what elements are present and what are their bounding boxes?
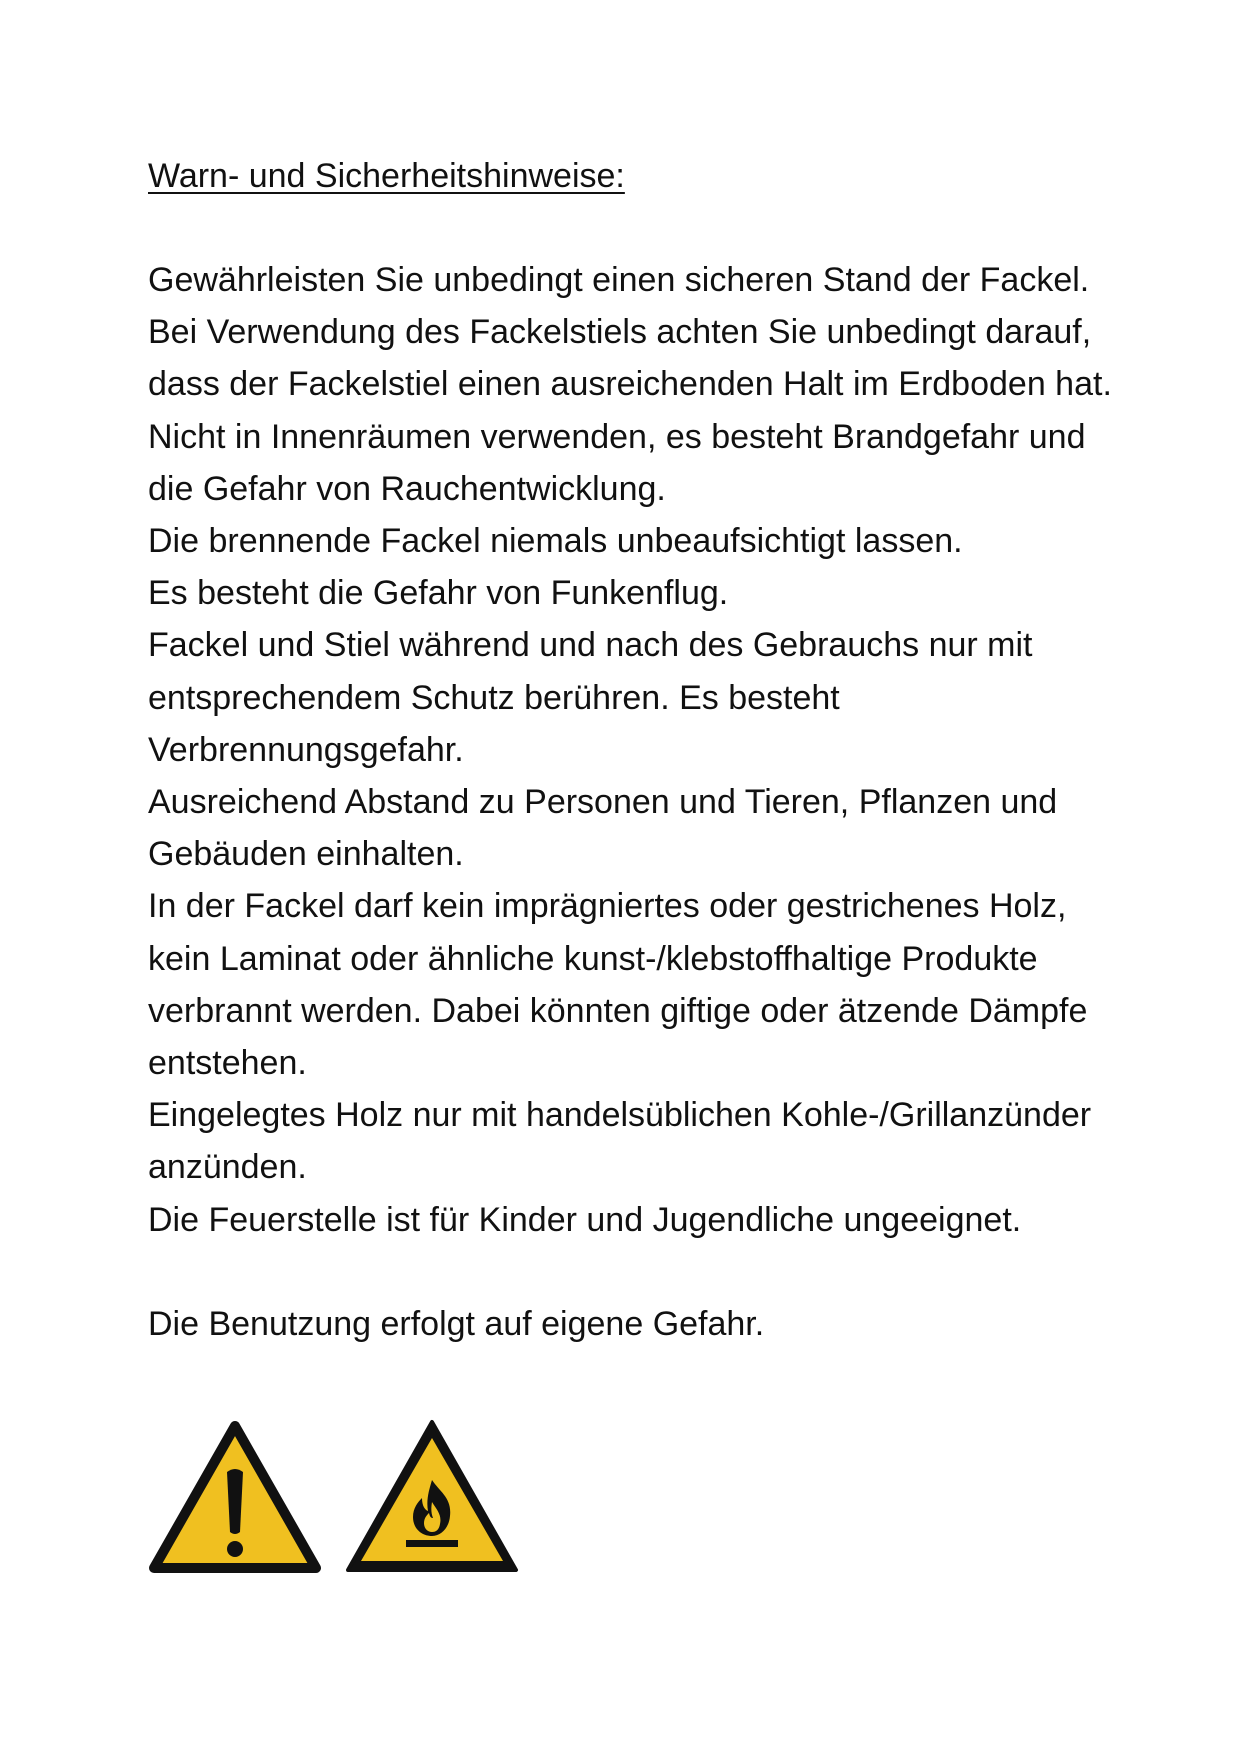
- document-page: [148, 150, 1188, 1350]
- text-line: Gewährleisten Sie unbedingt einen sicheren Stand der Fackel.: [148, 261, 1090, 299]
- text-line: Gebäuden einhalten.: [148, 835, 464, 874]
- text-line: Eingelegtes Holz nur mit handelsüblichen Kohle-/Grillanzünder: [148, 1096, 1092, 1135]
- text-line: Es besteht die Gefahr von Funkenflug.: [148, 574, 729, 613]
- text-line: anzünden.: [148, 1148, 307, 1187]
- text-line: Fackel und Stiel während und nach des Gebrauchs nur mit: [148, 626, 1033, 665]
- text-line: Die Feuerstelle ist für Kinder und Jugendliche ungeeignet.: [148, 1200, 1022, 1239]
- text-line: Ausreichend Abstand zu Personen und Tieren, Pflanzen und: [148, 783, 1058, 822]
- general-warning-icon: [148, 1420, 322, 1576]
- text-line: entstehen.: [148, 1044, 307, 1083]
- text-line: dass der Fackelstiel einen ausreichenden Halt im Erdboden hat.: [148, 365, 1112, 404]
- text-line: Nicht in Innenräumen verwenden, es besteht Brandgefahr und: [148, 417, 1086, 456]
- warning-signs: [148, 1418, 520, 1576]
- text-line: verbrannt werden. Dabei könnten giftige oder ätzende Dämpfe: [148, 991, 1088, 1030]
- warning-text-block: [148, 254, 1188, 1246]
- text-line: Die brennende Fackel niemals unbeaufsichtigt lassen.: [148, 522, 963, 561]
- text-line: Verbrennungsgefahr.: [148, 730, 464, 769]
- closing-statement: Die Benutzung erfolgt auf eigene Gefahr.: [148, 1304, 765, 1343]
- flammable-warning-icon: [344, 1418, 520, 1576]
- text-line: entsprechendem Schutz berühren. Es besteht: [148, 678, 840, 717]
- text-line: die Gefahr von Rauchentwicklung.: [148, 469, 666, 508]
- page-title: Warn- und Sicherheitshinweise:: [148, 157, 625, 195]
- text-line: Bei Verwendung des Fackelstiels achten Sie unbedingt darauf,: [148, 313, 1092, 352]
- text-line: In der Fackel darf kein imprägniertes oder gestrichenes Holz,: [148, 887, 1067, 926]
- text-line: kein Laminat oder ähnliche kunst-/klebstoffhaltige Produkte: [148, 939, 1038, 978]
